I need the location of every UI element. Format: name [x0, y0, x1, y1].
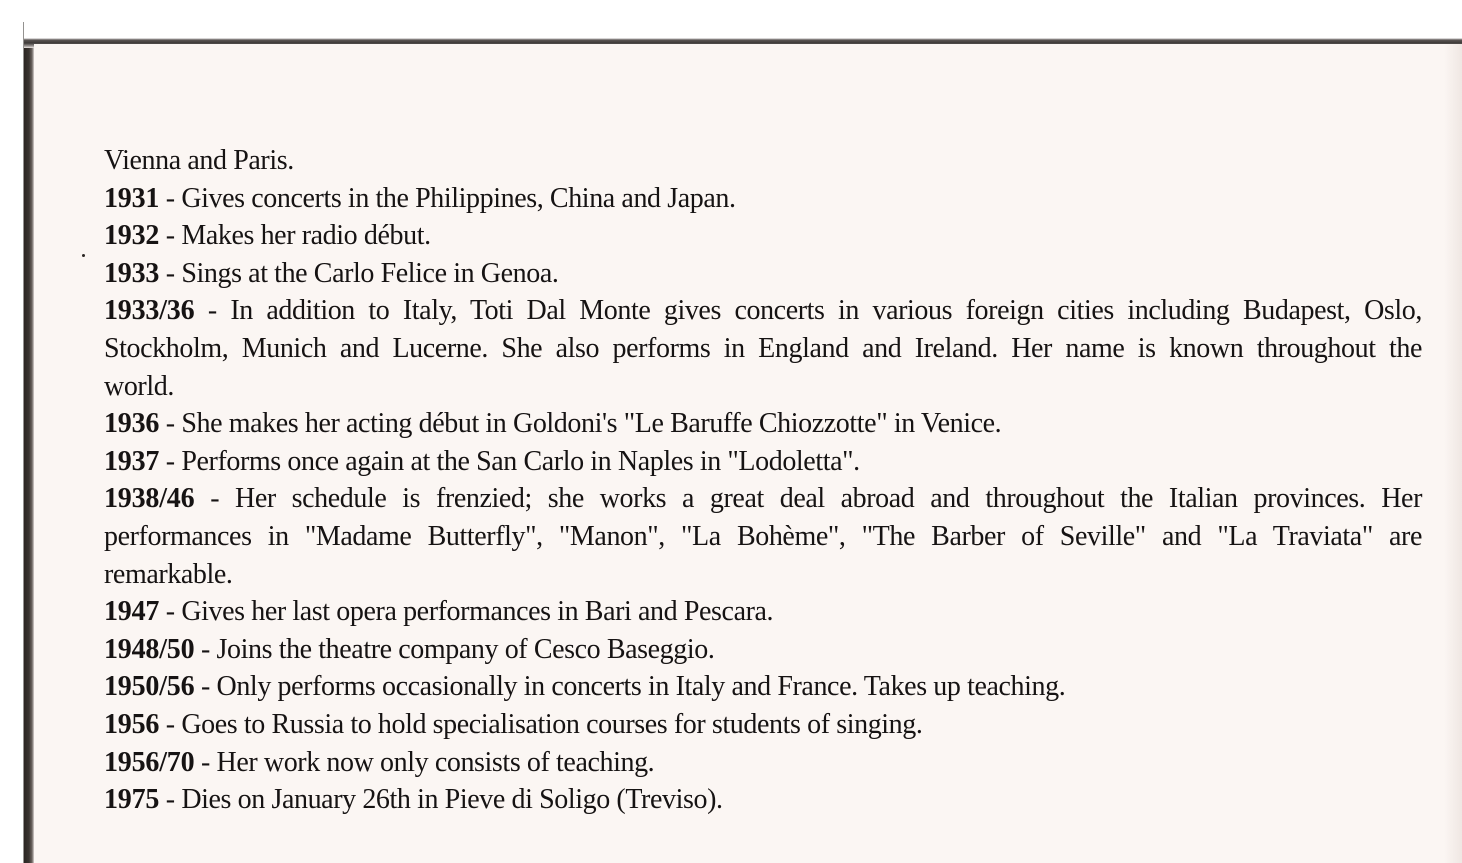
entry-year: 1932: [104, 220, 160, 252]
entry-year: 1947: [104, 596, 160, 628]
entry-text: Joins the theatre company of Cesco Baseggio.: [216, 633, 715, 665]
entry-year: 1933/36: [104, 295, 195, 327]
entry-separator: -: [159, 408, 182, 440]
entry-separator: -: [194, 671, 217, 703]
entry-separator: -: [194, 746, 217, 778]
intro-line: Vienna and Paris.: [104, 145, 294, 176]
entry-text: Sings at the Carlo Felice in Genoa.: [181, 257, 559, 289]
chronology-entry-1931: [104, 180, 1422, 218]
entry-text: Goes to Russia to hold specialisation courses for students of singing.: [181, 708, 923, 740]
entry-separator: -: [159, 784, 182, 816]
entry-year: 1931: [104, 182, 160, 214]
ink-speck: [82, 254, 85, 257]
chronology-entry-1937: [104, 443, 1422, 481]
entry-text: Only performs occasionally in concerts in Italy and France. Takes up teaching.: [216, 671, 1066, 703]
page-right-edge-shade: [1444, 44, 1462, 863]
entry-year: 1956/70: [104, 746, 195, 778]
chronology-entry-1936: [104, 405, 1422, 443]
entry-separator: -: [194, 633, 217, 665]
entry-separator: -: [159, 220, 182, 252]
entry-text: In addition to Italy, Toti Dal Monte gives concerts in various foreign cities including Budapest, Oslo, Stockholm, Munich and Lucerne. She also performs in England and Ireland. Her name is known throughout the world.: [104, 295, 1423, 402]
chronology-entry-1956: [104, 706, 1422, 744]
entry-separator: -: [159, 445, 182, 477]
entry-year: 1936: [104, 408, 160, 440]
entry-year: 1948/50: [104, 633, 195, 665]
entry-text: Performs once again at the San Carlo in Naples in "Lodoletta".: [181, 445, 860, 477]
entry-separator: -: [159, 182, 182, 214]
entry-text: Makes her radio début.: [181, 220, 431, 252]
chronology-entry-1956-70: [104, 744, 1422, 782]
entry-year: 1933: [104, 257, 160, 289]
entry-year: 1975: [104, 784, 160, 816]
entry-text: Gives her last opera performances in Bari and Pescara.: [181, 596, 774, 628]
entry-year: 1950/56: [104, 671, 195, 703]
page-left-edge-shadow: [0, 22, 34, 863]
chronology-entry-1933-36: [104, 292, 1422, 405]
entry-text: Her work now only consists of teaching.: [216, 746, 655, 778]
entry-text: She makes her acting début in Goldoni's "Le Baruffe Chiozzotte" in Venice.: [181, 408, 1002, 440]
entry-text: Gives concerts in the Philippines, China and Japan.: [181, 182, 736, 214]
chronology-entry-1950-56: [104, 668, 1422, 706]
chronology-entry-1948-50: [104, 631, 1422, 669]
entry-separator: -: [159, 596, 182, 628]
entry-separator: -: [159, 708, 182, 740]
chronology-entry-1947: [104, 593, 1422, 631]
entry-year: 1938/46: [104, 483, 195, 515]
chronology-text: [104, 142, 1422, 819]
chronology-entry-1933: [104, 255, 1422, 293]
entry-separator: -: [194, 295, 231, 327]
entry-separator: -: [159, 257, 182, 289]
entry-text: Her schedule is frenzied; she works a great deal abroad and throughout the Italian provinces. Her performances in "Madame Butterfly", "Manon", "La Bohème", "The Barber of Seville" and "La Traviata" are remarkable.: [104, 483, 1422, 590]
entry-year: 1956: [104, 708, 160, 740]
entry-text: Dies on January 26th in Pieve di Soligo (Treviso).: [181, 784, 723, 816]
entry-year: 1937: [104, 445, 160, 477]
chronology-entry-1975: [104, 781, 1422, 819]
entry-separator: -: [194, 483, 236, 515]
chronology-entry-1932: [104, 217, 1422, 255]
chronology-entry-1938-46: [104, 480, 1422, 593]
